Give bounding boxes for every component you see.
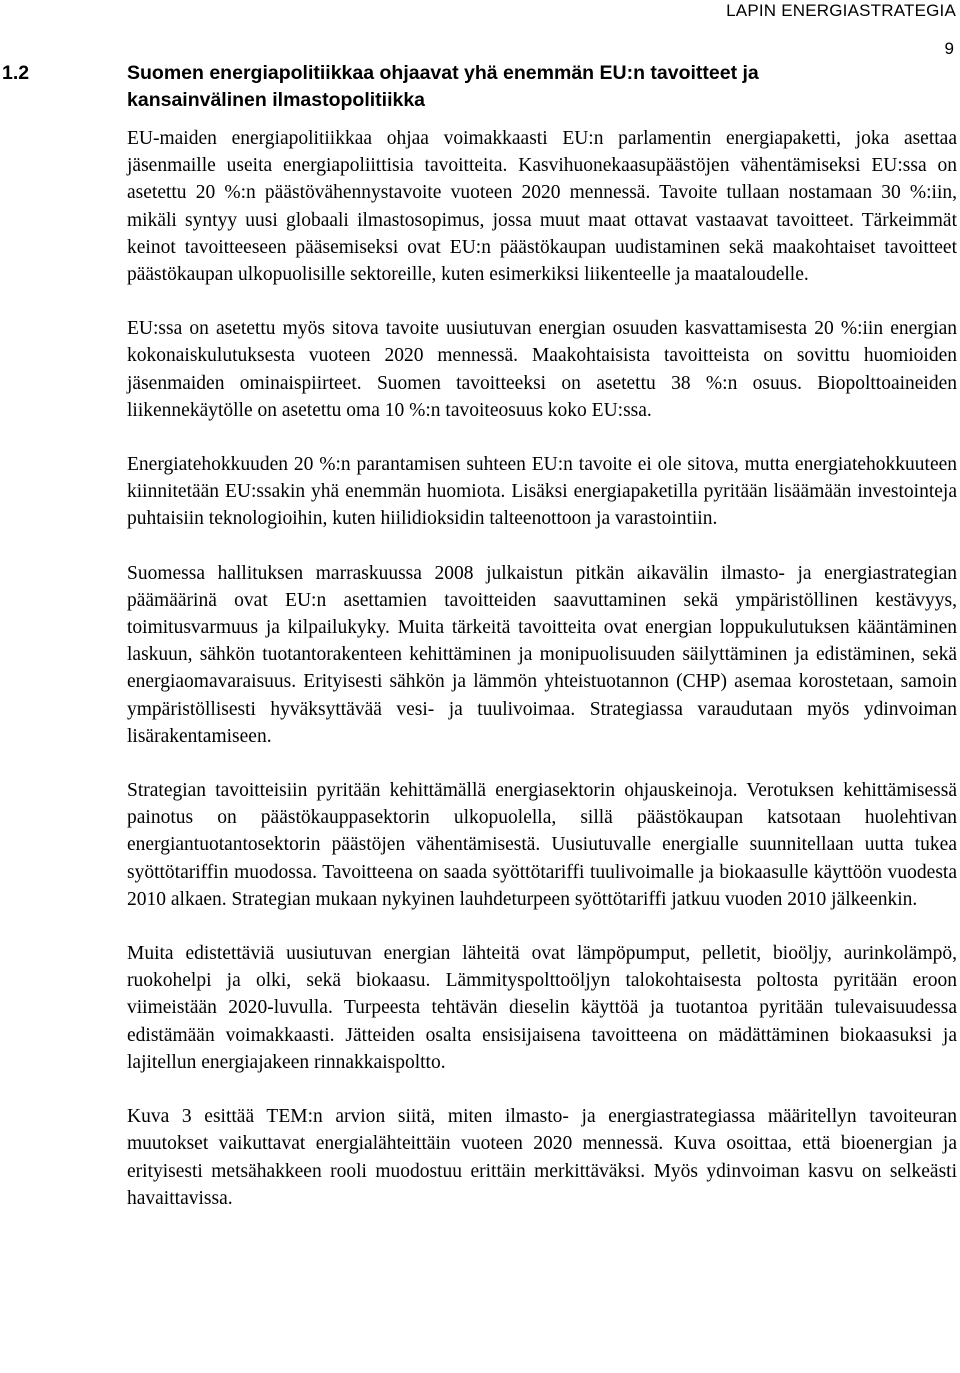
- paragraph-other-renewables: Muita edistettäviä uusiutuvan energian lähteitä ovat lämpöpumput, pelletit, bioöljy, aurinkolämpö, ruokohelpi ja olki, sekä biokaasu. Lämmityspolttoöljyn talokohtaisesta poltosta pyritään eroon viimeistään 2020-luvulla. Turpeesta tehtävän dieselin käyttöä ja tuotantoa pyritään tulevaisuudessa edistämään voimakkaasti. Jätteiden osalta ensisijaisena tavoitteena on mädättäminen biokaasuksi ja lajitellun energiajakeen rinnakkaispoltto.: [127, 943, 957, 1073]
- section-number: 1.2: [2, 62, 30, 84]
- paragraph-renewable-target: EU:ssa on asetettu myös sitova tavoite uusiutuvan energian osuuden kasvattamisesta 20 %:iin energian kokonaiskulutuksesta vuoteen 2020 mennessä. Maakohtaisista tavoitteista on sovittu huomioiden jäsenmaiden ominaispiirteet. Suomen tavoitteeksi on asetettu 38 %:n osuus. Biopolttoaineiden liikennekäytölle on asetettu oma 10 %:n tavoiteosuus koko EU:ssa.: [127, 318, 957, 421]
- paragraph-figure-reference: Kuva 3 esittää TEM:n arvion siitä, miten ilmasto- ja energiastrategiassa määritellyn tavoiteuran muutokset vaikuttavat energialähteittäin vuoteen 2020 mennessä. Kuva osoittaa, että bioenergian ja erityisesti metsähakkeen rooli muodostuu erittäin merkittäväksi. Myös ydinvoiman kasvu on selkeästi havaittavissa.: [127, 1106, 957, 1209]
- page-number: 9: [944, 39, 954, 58]
- paragraph-eu-energy-package: EU-maiden energiapolitiikkaa ohjaa voimakkaasti EU:n parlamentin energiapaketti, joka asettaa jäsenmaille useita energiapoliittisia tavoitteita. Kasvihuonekaasupäästöjen vähentämiseksi EU:ssa on asetettu 20 %:n päästövähennystavoite vuoteen 2020 mennessä. Tavoite tullaan nostamaan 30 %:iin, mikäli syntyy uusi globaali ilmastosopimus, jossa muut maat ottavat vastaavat tavoitteet. Tärkeimmät keinot tavoitteeseen pääsemiseksi ovat EU:n päästökaupan uudistaminen sekä maakohtaiset tavoitteet päästökaupan ulkopuolisille sektoreille, kuten esimerkiksi liikenteelle ja maataloudelle.: [127, 128, 957, 286]
- paragraph-energy-efficiency: Energiatehokkuuden 20 %:n parantamisen suhteen EU:n tavoite ei ole sitova, mutta energiatehokkuuteen kiinnitetään EU:ssakin yhä enemmän huomiota. Lisäksi energiapaketilla pyritään lisäämään investointeja puhtaisiin teknologioihin, kuten hiilidioksidin talteenottoon ja varastointiin.: [127, 454, 957, 530]
- paragraph-steering-instruments: Strategian tavoitteisiin pyritään kehittämällä energiasektorin ohjauskeinoja. Verotuksen kehittämisessä painotus on päästökauppasektorin ulkopuolella, sillä päästökaupan katsotaan huolehtivan energiantuotantosektorin päästöjen vähentämisestä. Uusiutuvalle energialle suunnitellaan uutta tukea syöttötariffin muodossa. Tavoitteena on saada syöttötariffi tuulivoimalle ja biokaasulle käyttöön vuodesta 2010 alkaen. Strategian mukaan nykyinen lauhdeturpeen syöttötariffi jatkuu vuoden 2010 jälkeenkin.: [127, 780, 957, 910]
- section-title: Suomen energiapolitiikkaa ohjaavat yhä enemmän EU:n tavoitteet ja kansainvälinen ilmastopolitiikka: [127, 62, 759, 111]
- body-text: [127, 125, 957, 1239]
- paragraph-national-strategy: Suomessa hallituksen marraskuussa 2008 julkaistun pitkän aikavälin ilmasto- ja energiastrategian päämäärinä ovat EU:n asettamien tavoitteiden saavuttaminen sekä ympäristöllinen kestävyys, toimitusvarmuus ja kilpailukyky. Muita tärkeitä tavoitteita ovat energian loppukulutuksen kääntäminen laskuun, sähkön tuotantorakenteen kehittäminen ja monipuolisuuden säilyttäminen ja edistäminen, sekä energiaomavaraisuus. Erityisesti sähkön ja lämmön yhteistuotannon (CHP) asemaa korostetaan, samoin ympäristöllisesti hyväksyttävää vesi- ja tuulivoimaa. Strategiassa varaudutaan myös ydinvoiman lisärakentamiseen.: [127, 562, 957, 747]
- running-header: LAPIN ENERGIASTRATEGIA: [726, 1, 956, 20]
